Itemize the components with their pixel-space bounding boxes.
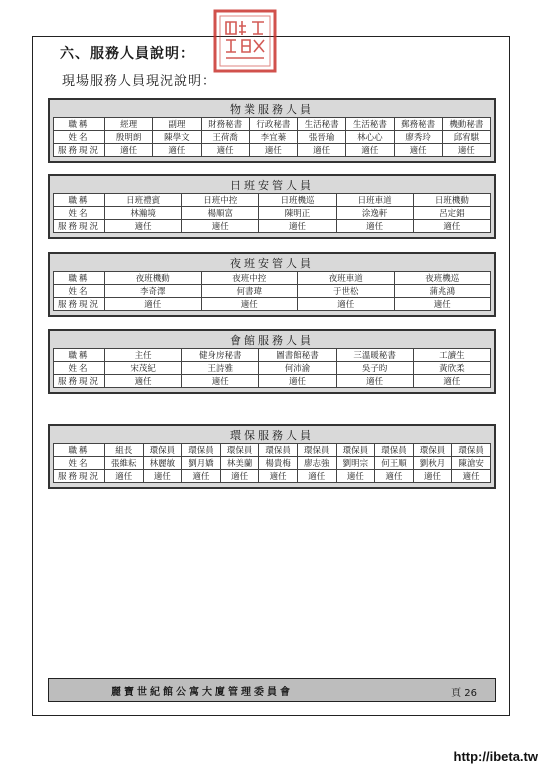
- cell-title: 工讀生: [413, 349, 490, 362]
- cell-name: 林心心: [346, 131, 394, 144]
- cell-title: 夜班車道: [298, 272, 395, 285]
- table-row-titles: [54, 272, 491, 285]
- cell-title: 日班機巡: [259, 194, 336, 207]
- cell-name: 楊順富: [182, 207, 259, 220]
- cell-name: 張維耘: [105, 457, 144, 470]
- cell-status: 適任: [249, 144, 297, 157]
- page-number: 頁 26: [451, 688, 477, 699]
- staff-table: [53, 193, 491, 233]
- cell-status: 適任: [105, 220, 182, 233]
- cell-status: 適任: [153, 144, 201, 157]
- cell-name: 陳學文: [153, 131, 201, 144]
- cell-name: 吳子昀: [336, 362, 413, 375]
- cell-title: 環保員: [220, 444, 259, 457]
- cell-name: 張晉瑜: [298, 131, 346, 144]
- cell-title: 主任: [105, 349, 182, 362]
- cell-title: 生活秘書: [298, 118, 346, 131]
- cell-title: 環保員: [143, 444, 182, 457]
- staff-table: [53, 271, 491, 311]
- cell-name: 何書瑋: [201, 285, 298, 298]
- panel-title: 日班安管人員: [230, 179, 314, 192]
- cell-title: 行政秘書: [249, 118, 297, 131]
- cell-status: 適任: [182, 375, 259, 388]
- staff-table: [53, 348, 491, 388]
- cell-status: 適任: [220, 470, 259, 483]
- table-row-names: [54, 362, 491, 375]
- panel-day-security: [48, 174, 496, 239]
- cell-title: 日班車道: [336, 194, 413, 207]
- cell-status: 適任: [182, 470, 221, 483]
- cell-title: 夜班機動: [105, 272, 202, 285]
- cell-status: 適任: [413, 375, 490, 388]
- panel-title: 夜班安管人員: [230, 257, 314, 270]
- cell-title: 圖書館秘書: [259, 349, 336, 362]
- footer-title: 麗寶世紀館公寓大廈管理委員會: [111, 687, 293, 698]
- cell-status: 適任: [259, 220, 336, 233]
- panel-clubhouse-staff: [48, 329, 496, 394]
- cell-name: 何王順: [375, 457, 414, 470]
- cell-name: 何沛渝: [259, 362, 336, 375]
- cell-name: 王荷喬: [201, 131, 249, 144]
- cell-title: 機動秘書: [442, 118, 490, 131]
- cell-status: 適任: [298, 144, 346, 157]
- panel-property-staff: [48, 98, 496, 163]
- row-label-title: 職稱: [54, 349, 105, 362]
- cell-name: 劉明宗: [336, 457, 375, 470]
- cell-name: 廖志強: [297, 457, 336, 470]
- staff-table: [53, 443, 491, 483]
- cell-name: 陳滄安: [452, 457, 491, 470]
- cell-name: 陳明正: [259, 207, 336, 220]
- cell-name: 楊貴梅: [259, 457, 298, 470]
- cell-name: 于世松: [298, 285, 395, 298]
- cell-status: 適任: [394, 144, 442, 157]
- cell-name: 邱宥騏: [442, 131, 490, 144]
- table-row-status: [54, 375, 491, 388]
- cell-name: 劉月嬌: [182, 457, 221, 470]
- row-label-name: 姓名: [54, 362, 105, 375]
- cell-name: 王詩雅: [182, 362, 259, 375]
- table-row-status: [54, 298, 491, 311]
- cell-status: 適任: [413, 470, 452, 483]
- watermark: http://ibeta.tw: [453, 749, 538, 764]
- cell-title: 財務秘書: [201, 118, 249, 131]
- cell-status: 適任: [297, 470, 336, 483]
- cell-status: 適任: [298, 298, 395, 311]
- table-row-titles: [54, 349, 491, 362]
- page-footer: [48, 678, 496, 702]
- cell-status: 適任: [259, 470, 298, 483]
- row-label-title: 職稱: [54, 272, 105, 285]
- cell-name: 呂定錩: [413, 207, 490, 220]
- cell-status: 適任: [105, 144, 153, 157]
- cell-title: 環保員: [259, 444, 298, 457]
- cell-title: 生活秘書: [346, 118, 394, 131]
- table-row-titles: [54, 118, 491, 131]
- cell-status: 適任: [413, 220, 490, 233]
- cell-status: 適任: [336, 470, 375, 483]
- cell-name: 李宜蓁: [249, 131, 297, 144]
- table-row-names: [54, 131, 491, 144]
- row-label-name: 姓名: [54, 207, 105, 220]
- cell-name: 殷明朗: [105, 131, 153, 144]
- cell-title: 經理: [105, 118, 153, 131]
- official-seal-stamp: [212, 8, 278, 74]
- cell-name: 劉秋月: [413, 457, 452, 470]
- row-label-name: 姓名: [54, 131, 105, 144]
- cell-status: 適任: [201, 144, 249, 157]
- cell-status: 適任: [336, 220, 413, 233]
- cell-title: 健身房秘書: [182, 349, 259, 362]
- panel-cleaning-staff: [48, 424, 496, 489]
- cell-name: 黃欣柔: [413, 362, 490, 375]
- cell-title: 日班禮賓: [105, 194, 182, 207]
- table-row-titles: [54, 444, 491, 457]
- row-label-status: 服務現況: [54, 144, 105, 157]
- cell-title: 組長: [105, 444, 144, 457]
- cell-status: 適任: [394, 298, 491, 311]
- cell-title: 夜班機巡: [394, 272, 491, 285]
- cell-title: 日班機動: [413, 194, 490, 207]
- cell-title: 日班中控: [182, 194, 259, 207]
- table-row-status: [54, 144, 491, 157]
- cell-title: 環保員: [182, 444, 221, 457]
- cell-status: 適任: [452, 470, 491, 483]
- cell-title: 副理: [153, 118, 201, 131]
- panel-title: 環保服務人員: [230, 429, 314, 442]
- cell-status: 適任: [143, 470, 182, 483]
- cell-status: 適任: [442, 144, 490, 157]
- cell-title: 環保員: [336, 444, 375, 457]
- cell-title: 環保員: [413, 444, 452, 457]
- table-row-titles: [54, 194, 491, 207]
- row-label-status: 服務現況: [54, 220, 105, 233]
- cell-name: 涂逸軒: [336, 207, 413, 220]
- cell-name: 蒲兆鴻: [394, 285, 491, 298]
- table-row-status: [54, 220, 491, 233]
- row-label-status: 服務現況: [54, 375, 105, 388]
- cell-status: 適任: [346, 144, 394, 157]
- row-label-title: 職稱: [54, 444, 105, 457]
- panel-title: 會館服務人員: [230, 334, 314, 347]
- table-row-names: [54, 285, 491, 298]
- cell-status: 適任: [105, 375, 182, 388]
- panel-night-security: [48, 252, 496, 317]
- cell-title: 環保員: [375, 444, 414, 457]
- row-label-title: 職稱: [54, 118, 105, 131]
- cell-name: 林瀚境: [105, 207, 182, 220]
- cell-title: 環保員: [297, 444, 336, 457]
- cell-status: 適任: [182, 220, 259, 233]
- cell-name: 林美蘭: [220, 457, 259, 470]
- cell-status: 適任: [105, 298, 202, 311]
- cell-status: 適任: [259, 375, 336, 388]
- cell-status: 適任: [375, 470, 414, 483]
- row-label-name: 姓名: [54, 457, 105, 470]
- cell-status: 適任: [336, 375, 413, 388]
- row-label-title: 職稱: [54, 194, 105, 207]
- cell-name: 林麗敏: [143, 457, 182, 470]
- cell-name: 宋茂紀: [105, 362, 182, 375]
- staff-table: [53, 117, 491, 157]
- row-label-name: 姓名: [54, 285, 105, 298]
- cell-status: 適任: [201, 298, 298, 311]
- table-row-status: [54, 470, 491, 483]
- row-label-status: 服務現況: [54, 470, 105, 483]
- cell-name: 李奇澤: [105, 285, 202, 298]
- cell-title: 夜班中控: [201, 272, 298, 285]
- table-row-names: [54, 207, 491, 220]
- cell-status: 適任: [105, 470, 144, 483]
- row-label-status: 服務現況: [54, 298, 105, 311]
- table-row-names: [54, 457, 491, 470]
- cell-title: 郵務秘書: [394, 118, 442, 131]
- panel-title: 物業服務人員: [230, 103, 314, 116]
- section-subheading: 現場服務人員現況說明：: [62, 74, 217, 89]
- section-heading: 六、服務人員說明：: [60, 46, 195, 62]
- cell-name: 廖秀玲: [394, 131, 442, 144]
- cell-title: 環保員: [452, 444, 491, 457]
- cell-title: 三溫暖秘書: [336, 349, 413, 362]
